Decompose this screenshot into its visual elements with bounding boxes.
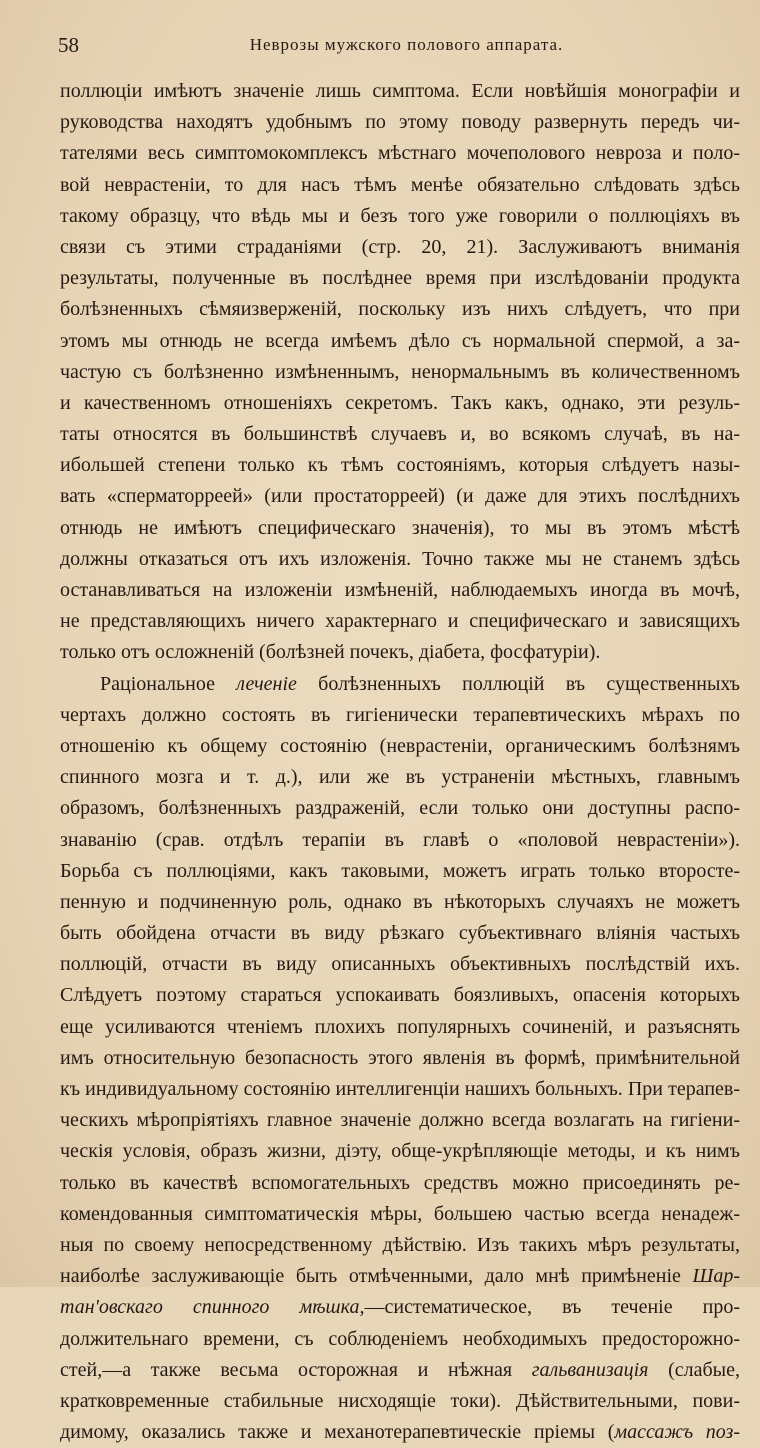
text-segment: ныя по своему непосредственному дѣйствію. Изъ такихъ мѣръ результаты, [60,1233,740,1256]
text-line [60,731,740,762]
text-segment: ческихъ мѣропріятіяхъ главное значеніе должно всегда возлагать на гигіени- [60,1109,740,1132]
text-line: таты относятся въ большинствѣ случаевъ и, во всякомъ случаѣ, въ на- [60,423,740,446]
text-line: и качественномъ отношеніяхъ секретомъ. Такъ какъ, однако, эти резуль- [60,391,740,414]
text-line [60,700,740,731]
italic-term: гальванизація [531,1358,649,1381]
text-segment: ческія условія, образъ жизни, діэту, обще-укрѣпляющіе методы, и къ нимъ [60,1140,740,1163]
text-line [60,793,740,824]
text-segment: димому, оказались также и механотерапевтическіе пріемы ( [60,1421,615,1444]
text-line [60,1386,740,1417]
text-line [60,1074,740,1105]
text-segment: кратковременные стабильные нисходящіе токи). Дѣйствительными, пови- [60,1389,740,1412]
text-segment: Слѣдуетъ поэтому стараться успокаивать боязливыхъ, опасенія которыхъ [60,984,740,1007]
paragraph-1 [60,76,740,669]
text-line [60,1136,740,1167]
text-line [60,980,740,1011]
text-line [60,762,740,793]
text-segment: чертахъ должно состоять въ гигіенически терапевтическихъ мѣрахъ по [60,703,740,726]
text-line: этомъ мы отнюдь не всегда имѣемъ дѣло съ нормальной спермой, а за- [60,329,740,352]
text-segment: еще усиливаются чтеніемъ плохихъ популярныхъ сочиненій, и разъяснять [60,1015,740,1038]
text-segment: болѣзненныхъ поллюцій въ существенныхъ [296,672,740,695]
text-line: результаты, полученные въ послѣднее время при изслѣдованіи продукта [60,267,740,290]
text-segment: отношенію къ общему состоянію (неврастеніи, органическимъ болѣзнямъ [60,734,740,757]
text-line: отнюдь не имѣютъ специфическаго значенія), то мы въ этомъ мѣстѣ [60,516,740,539]
text-line [60,887,740,918]
text-line [60,1417,740,1448]
text-line: болѣзненныхъ сѣмяизверженій, поскольку изъ нихъ слѣдуетъ, что при [60,298,740,321]
text-line [60,1168,740,1199]
text-line [60,1261,740,1292]
text-segment: спинного мозга и т. д.), или же въ устраненіи мѣстныхъ, главнымъ [60,766,740,789]
italic-term: массажъ поз- [614,1421,740,1444]
text-segment: наиболѣе заслуживающіе быть отмѣченными, дало мнѣ примѣненіе [60,1265,693,1288]
text-line [60,1324,740,1355]
text-segment: знаванію (срав. отдѣлъ терапіи въ главѣ о «половой неврастеніи»). [60,828,740,851]
text-line [60,856,740,887]
text-line: ибольшей степени только къ тѣмъ состояніямъ, которыя слѣдуетъ назы- [60,454,740,477]
text-segment: Борьба съ поллюціями, какъ таковыми, можетъ играть только второсте- [60,859,740,882]
text-line [60,1199,740,1230]
text-line: частую съ болѣзненно измѣненнымъ, ненормальнымъ въ количественномъ [60,360,740,383]
text-segment: —систематическое, въ теченіе про- [364,1296,740,1319]
italic-term: тан'овскаго спинного мѣшка, [60,1296,365,1319]
text-line [60,1012,740,1043]
text-line [60,1043,740,1074]
text-line: вой неврастеніи, то для насъ тѣмъ менѣе обязательно слѣдовать здѣсь [60,173,740,196]
text-segment: стей,—а также весьма осторожная и нѣжная [60,1358,532,1381]
page-body [60,76,740,1448]
text-segment: образомъ, болѣзненныхъ раздраженій, если только они доступны распо- [60,797,740,820]
text-line [60,1292,740,1323]
text-line [60,669,740,700]
page-header [58,33,715,61]
italic-term: леченіе [236,672,297,695]
text-line: связи съ этими страданіями (стр. 20, 21). Заслуживаютъ вниманія [60,235,740,258]
italic-term: Шар- [692,1265,740,1288]
text-segment: только въ качествѣ вспомогательныхъ средствъ можно присоединять ре- [60,1171,740,1194]
text-line: не представляющихъ ничего характернаго и специфическаго и зависящихъ [60,610,740,633]
running-title: Неврозы мужского полового аппарата. [249,35,564,54]
paragraph-2 [60,669,740,1448]
text-segment: пенную и подчиненную роль, однако въ нѣкоторыхъ случаяхъ не можетъ [60,890,740,913]
text-segment: должительнаго времени, съ соблюденіемъ необходимыхъ предосторожно- [60,1327,740,1350]
text-line: тателями весь симптомокомплексъ мѣстнаго мочеполового невроза и поло- [60,142,740,165]
text-line [60,918,740,949]
page-number: 58 [58,33,79,57]
text-line: вать «сперматорреей» (или простаторреей) (и даже для этихъ послѣднихъ [60,485,740,508]
text-segment: быть обойдена отчасти въ виду рѣзкаго субъективнаго вліянія частыхъ [60,922,740,945]
text-line: поллюціи имѣютъ значеніе лишь симптома. Если новѣйшія монографіи и [60,80,740,102]
text-line [60,1105,740,1136]
text-segment: (слабые, [648,1358,740,1381]
text-line [60,825,740,856]
text-segment: имъ относительную безопасность этого явленія въ формѣ, примѣнительной [60,1046,740,1069]
text-segment: поллюцій, отчасти въ виду описанныхъ объективныхъ послѣдствій ихъ. [60,953,740,976]
text-segment: Раціональное [100,672,237,695]
text-line: только отъ осложненій (болѣзней почекъ, діабета, фосфатуріи). [60,641,601,664]
text-segment: къ индивидуальному состоянію интеллигенціи нашихъ больныхъ. При терапев- [60,1078,740,1100]
text-line [60,1355,740,1386]
text-segment: комендованныя симптоматическія мѣры, большею частью всегда ненадеж- [60,1202,740,1225]
text-line: такому образцу, что вѣдь мы и безъ того уже говорили о поллюціяхъ въ [60,204,740,227]
text-line [60,1230,740,1261]
text-line [60,949,740,980]
text-line: останавливаться на изложеніи измѣненій, наблюдаемыхъ иногда въ мочѣ, [60,579,740,601]
text-line: должны отказаться отъ ихъ изложенія. Точно также мы не станемъ здѣсь [60,547,740,570]
text-line: руководства находятъ удобнымъ по этому поводу развернуть передъ чи- [60,111,740,134]
